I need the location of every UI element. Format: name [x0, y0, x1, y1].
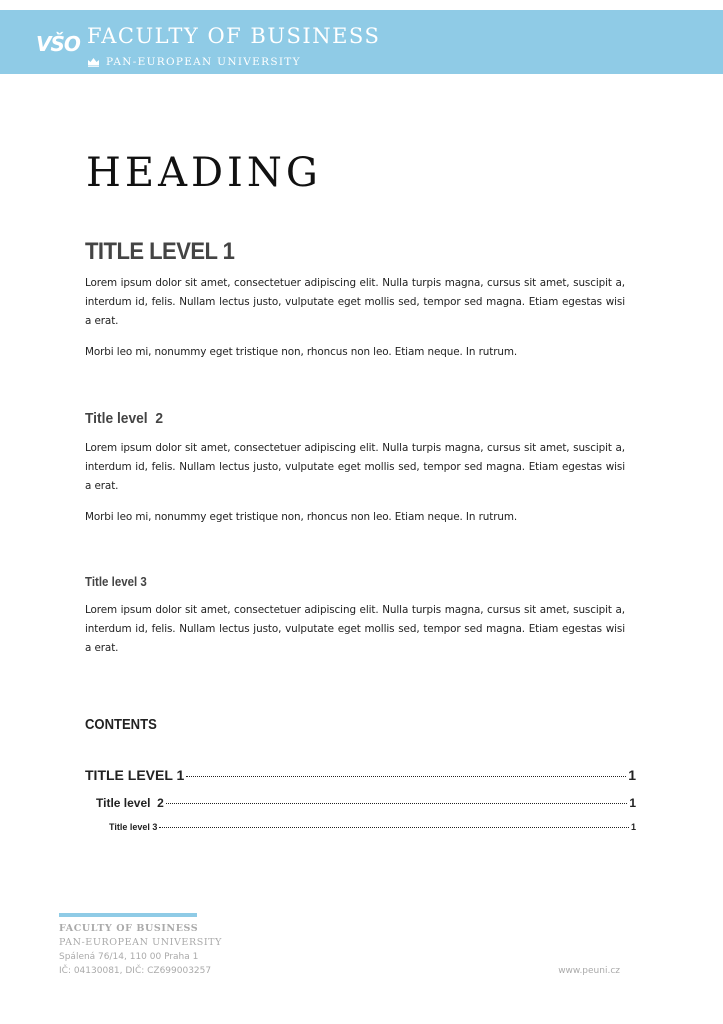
toc-page-number: 1 [629, 796, 636, 810]
footer-website[interactable]: www.peuni.cz [558, 966, 620, 976]
contents-heading: CONTENTS [85, 717, 157, 733]
toc-entry-level-1[interactable] [85, 767, 636, 783]
logo: VŠO [36, 32, 80, 56]
document-heading: HEADING [86, 150, 322, 196]
toc-entry-level-3[interactable] [109, 822, 636, 832]
footer-rule [59, 913, 197, 917]
header-title: FACULTY OF BUSINESS [87, 24, 381, 48]
crown-icon [87, 57, 100, 67]
footer-university-name: PAN-EUROPEAN UNIVERSITY [59, 937, 222, 948]
title-level-1: TITLE LEVEL 1 [85, 238, 235, 265]
footer-address: Spálená 76/14, 110 00 Praha 1 [59, 952, 199, 962]
toc-page-number: 1 [630, 822, 636, 832]
toc-entry-text: Title level 2 [96, 796, 164, 810]
toc-entry-text: TITLE LEVEL 1 [85, 767, 185, 783]
toc-page-number: 1 [628, 767, 636, 783]
toc-leader-dots [186, 776, 626, 777]
title-level-2: Title level 2 [85, 410, 163, 427]
section1-paragraph-1: Lorem ipsum dolor sit amet, consectetuer adipiscing elit. Nulla turpis magna, cursus sit amet, suscipit a, interdum id, felis. Nullam lectus justo, vulputate eget mollis sed, tempor sed magna. Etiam egestas wisi a erat. [85, 277, 625, 327]
section2-paragraph-2: Morbi leo mi, nonummy eget tristique non, rhoncus non leo. Etiam neque. In rutrum. [85, 511, 518, 523]
section2-paragraph-1: Lorem ipsum dolor sit amet, consectetuer adipiscing elit. Nulla turpis magna, cursus sit amet, suscipit a, interdum id, felis. Nullam lectus justo, vulputate eget mollis sed, tempor sed magna. Etiam egestas wisi a erat. [85, 442, 625, 492]
toc-leader-dots [166, 803, 627, 804]
header-banner [0, 10, 723, 74]
footer-org-name: FACULTY OF BUSINESS [59, 923, 199, 934]
footer-company-ids: IČ: 04130081, DIČ: CZ699003257 [59, 966, 212, 976]
toc-entry-text: Title level 3 [109, 822, 158, 832]
section1-paragraph-2: Morbi leo mi, nonummy eget tristique non, rhoncus non leo. Etiam neque. In rutrum. [85, 346, 518, 358]
toc-entry-level-2[interactable] [96, 796, 636, 810]
title-level-3: Title level 3 [85, 575, 147, 589]
toc-leader-dots [159, 827, 629, 828]
header-subtitle: PAN-EUROPEAN UNIVERSITY [106, 56, 301, 68]
section3-paragraph-1: Lorem ipsum dolor sit amet, consectetuer adipiscing elit. Nulla turpis magna, cursus sit amet, suscipit a, interdum id, felis. Nullam lectus justo, vulputate eget mollis sed, tempor sed magna. Etiam egestas wisi a erat. [85, 604, 625, 654]
